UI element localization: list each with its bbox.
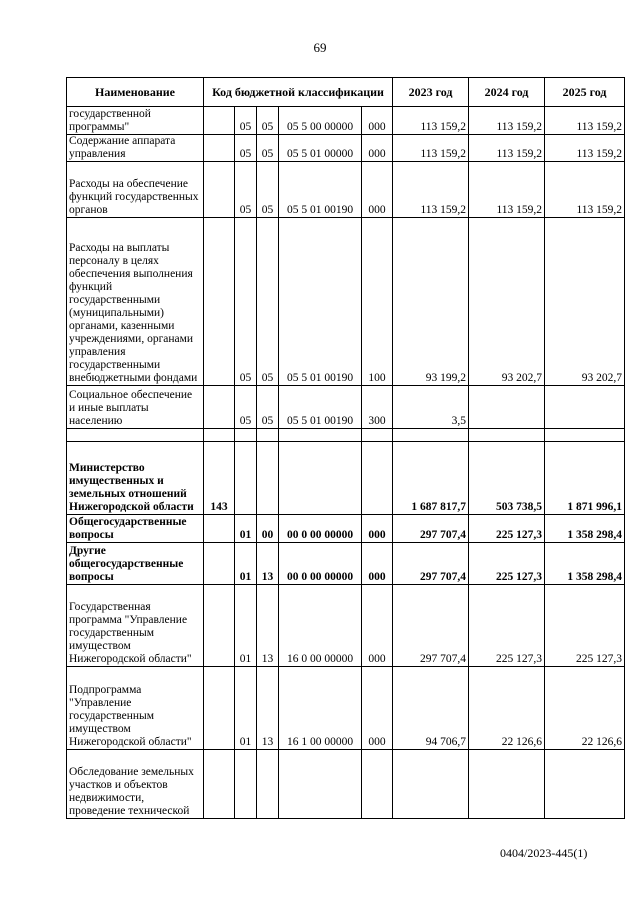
table-row	[67, 386, 625, 429]
row-vr: 000	[362, 107, 393, 135]
row-vr: 000	[362, 667, 393, 750]
row-vr: 100	[362, 218, 393, 386]
row-2024: 113 159,2	[469, 162, 545, 218]
row-pr: 13	[257, 585, 279, 667]
table-row	[67, 162, 625, 218]
row-rz	[235, 442, 257, 515]
row-csr: 16 0 00 00000	[279, 585, 362, 667]
row-pr: 05	[257, 386, 279, 429]
table-row	[67, 218, 625, 386]
header-code: Код бюджетной классификации	[204, 78, 393, 107]
row-ved	[204, 218, 235, 386]
row-pr	[257, 750, 279, 819]
row-csr: 05 5 01 00190	[279, 162, 362, 218]
table-row	[67, 429, 625, 442]
row-csr	[279, 750, 362, 819]
row-vr: 000	[362, 162, 393, 218]
table-row	[67, 585, 625, 667]
row-vr: 000	[362, 585, 393, 667]
row-2023: 3,5	[393, 386, 469, 429]
row-name: Другие общегосударственные вопросы	[67, 543, 204, 585]
row-rz: 01	[235, 585, 257, 667]
row-2023: 297 707,4	[393, 585, 469, 667]
row-ved	[204, 543, 235, 585]
header-2025: 2025 год	[545, 78, 625, 107]
row-name: Подпрограмма "Управление государственным имуществом Нижегородской области"	[67, 667, 204, 750]
row-ved: 143	[204, 442, 235, 515]
row-pr	[257, 442, 279, 515]
row-rz: 01	[235, 543, 257, 585]
row-2023: 1 687 817,7	[393, 442, 469, 515]
row-name: Общегосударственные вопросы	[67, 515, 204, 543]
row-rz: 05	[235, 162, 257, 218]
row-2023: 113 159,2	[393, 107, 469, 135]
row-pr: 05	[257, 135, 279, 162]
row-csr	[279, 442, 362, 515]
row-2023	[393, 429, 469, 442]
row-rz: 01	[235, 667, 257, 750]
row-ved	[204, 667, 235, 750]
row-rz: 05	[235, 107, 257, 135]
row-vr	[362, 429, 393, 442]
table-row	[67, 543, 625, 585]
row-vr: 300	[362, 386, 393, 429]
row-pr: 05	[257, 218, 279, 386]
row-csr: 05 5 00 00000	[279, 107, 362, 135]
row-name: Социальное обеспечение и иные выплаты населению	[67, 386, 204, 429]
row-name: Расходы на выплаты персоналу в целях обеспечения выполнения функций государственными (муниципальными) органами, казенными учреждениями, органами управления государственными внебюджетными фондами	[67, 218, 204, 386]
page-number: 69	[313, 40, 327, 55]
table-row	[67, 667, 625, 750]
row-ved	[204, 750, 235, 819]
row-vr: 000	[362, 543, 393, 585]
row-2024: 225 127,3	[469, 585, 545, 667]
header-2024: 2024 год	[469, 78, 545, 107]
row-name: Министерство имущественных и земельных отношений Нижегородской области	[67, 442, 204, 515]
row-2024: 225 127,3	[469, 543, 545, 585]
row-2023: 113 159,2	[393, 135, 469, 162]
row-2023	[393, 750, 469, 819]
row-pr: 13	[257, 543, 279, 585]
row-2025: 113 159,2	[545, 107, 625, 135]
row-ved	[204, 107, 235, 135]
row-csr	[279, 429, 362, 442]
row-2025: 93 202,7	[545, 218, 625, 386]
row-2025: 225 127,3	[545, 585, 625, 667]
row-2025: 22 126,6	[545, 667, 625, 750]
row-vr	[362, 442, 393, 515]
row-ved	[204, 515, 235, 543]
row-2024: 503 738,5	[469, 442, 545, 515]
row-rz: 05	[235, 135, 257, 162]
row-pr: 13	[257, 667, 279, 750]
row-vr: 000	[362, 515, 393, 543]
row-ved	[204, 585, 235, 667]
row-rz: 05	[235, 386, 257, 429]
table-row	[67, 135, 625, 162]
row-2023: 297 707,4	[393, 515, 469, 543]
row-2024: 93 202,7	[469, 218, 545, 386]
header-row	[67, 78, 625, 107]
row-2024: 22 126,6	[469, 667, 545, 750]
row-rz	[235, 750, 257, 819]
row-2024	[469, 386, 545, 429]
row-ved	[204, 386, 235, 429]
row-2024: 225 127,3	[469, 515, 545, 543]
row-2023: 93 199,2	[393, 218, 469, 386]
table-row	[67, 107, 625, 135]
row-name: Расходы на обеспечение функций государственных органов	[67, 162, 204, 218]
row-2024	[469, 750, 545, 819]
row-csr: 05 5 01 00190	[279, 386, 362, 429]
row-rz	[235, 429, 257, 442]
row-2025: 113 159,2	[545, 135, 625, 162]
row-2025: 1 358 298,4	[545, 543, 625, 585]
row-2025	[545, 429, 625, 442]
row-name: Государственная программа "Управление государственным имуществом Нижегородской области"	[67, 585, 204, 667]
table-row	[67, 515, 625, 543]
row-vr	[362, 750, 393, 819]
document-number: 0404/2023-445(1)	[500, 846, 588, 860]
row-2023: 297 707,4	[393, 543, 469, 585]
row-rz: 05	[235, 218, 257, 386]
row-2025	[545, 386, 625, 429]
table-row	[67, 750, 625, 819]
row-name: государственной программы"	[67, 107, 204, 135]
row-2024: 113 159,2	[469, 107, 545, 135]
table-row	[67, 442, 625, 515]
row-2025	[545, 750, 625, 819]
row-pr	[257, 429, 279, 442]
row-ved	[204, 162, 235, 218]
row-2023: 113 159,2	[393, 162, 469, 218]
row-name	[67, 429, 204, 442]
row-csr: 05 5 01 00190	[279, 218, 362, 386]
row-2025: 1 358 298,4	[545, 515, 625, 543]
row-csr: 05 5 01 00000	[279, 135, 362, 162]
row-2025: 113 159,2	[545, 162, 625, 218]
row-name: Обследование земельных участков и объектов недвижимости, проведение технической	[67, 750, 204, 819]
row-csr: 00 0 00 00000	[279, 515, 362, 543]
budget-table	[66, 77, 625, 819]
row-csr: 16 1 00 00000	[279, 667, 362, 750]
row-pr: 05	[257, 162, 279, 218]
row-rz: 01	[235, 515, 257, 543]
row-csr: 00 0 00 00000	[279, 543, 362, 585]
row-ved	[204, 429, 235, 442]
row-2024	[469, 429, 545, 442]
row-pr: 05	[257, 107, 279, 135]
header-2023: 2023 год	[393, 78, 469, 107]
row-vr: 000	[362, 135, 393, 162]
row-2024: 113 159,2	[469, 135, 545, 162]
header-name: Наименование	[67, 78, 204, 107]
row-2025: 1 871 996,1	[545, 442, 625, 515]
row-name: Содержание аппарата управления	[67, 135, 204, 162]
row-pr: 00	[257, 515, 279, 543]
row-2023: 94 706,7	[393, 667, 469, 750]
row-ved	[204, 135, 235, 162]
